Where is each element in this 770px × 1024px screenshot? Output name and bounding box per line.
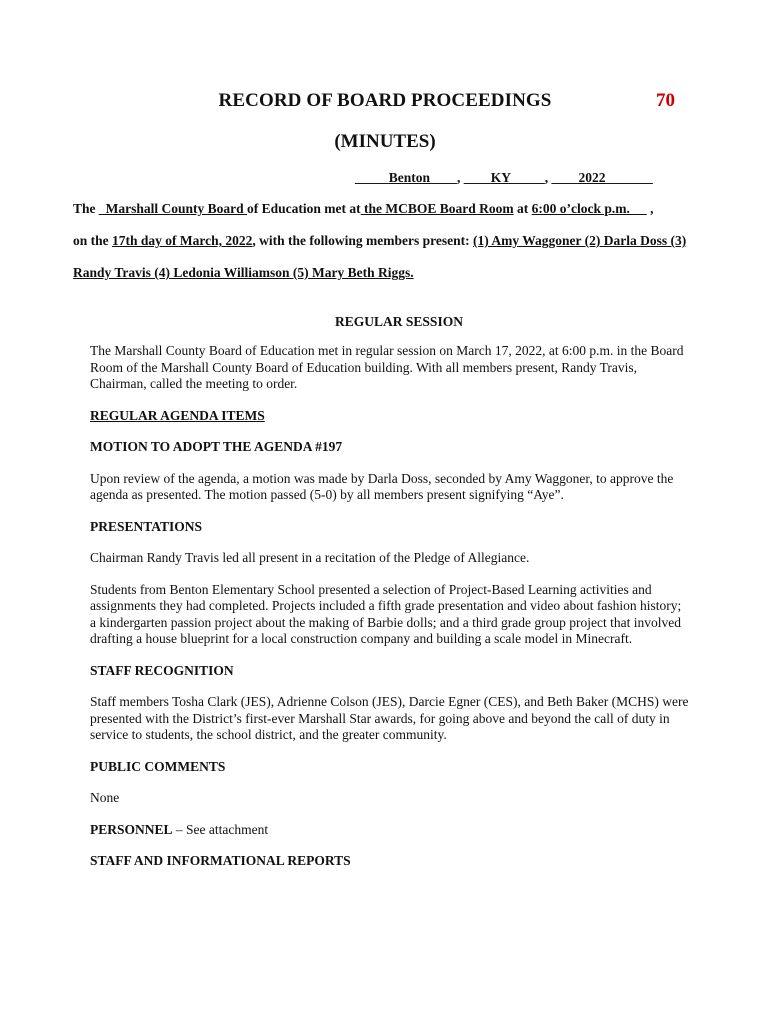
motion-heading: MOTION TO ADOPT THE AGENDA #197 bbox=[90, 439, 343, 454]
city-field: Benton bbox=[388, 170, 431, 185]
document-title: RECORD OF BOARD PROCEEDINGS bbox=[218, 90, 552, 111]
session-heading: REGULAR SESSION bbox=[335, 314, 463, 329]
public-comments-paragraph: None bbox=[90, 790, 120, 805]
blank-sep-2: _____, ____ bbox=[511, 170, 579, 185]
year-field: 2022 bbox=[578, 170, 606, 185]
meeting-line-2 bbox=[73, 233, 686, 249]
blank-tail: _______ bbox=[605, 170, 653, 185]
line2-prefix: on the bbox=[73, 233, 113, 248]
members-field-2: Randy Travis (4) Ledonia Williamson (5) Mary Beth Riggs. bbox=[73, 265, 414, 280]
motion-paragraph: Upon review of the agenda, a motion was made by Darla Doss, seconded by Amy Waggoner, to approve the agenda as presented. The motion passed (5-0) by all members present signifying “Aye”. bbox=[90, 470, 674, 502]
blank-sep-1: ____, ____ bbox=[430, 170, 491, 185]
board-name-field: _Marshall County Board bbox=[98, 201, 248, 216]
time-field: 6:00 o’clock p.m. bbox=[531, 201, 647, 216]
presentations-heading: PRESENTATIONS bbox=[90, 518, 203, 534]
personnel-text: – See attachment bbox=[172, 821, 269, 837]
personnel-label: PERSONNEL bbox=[90, 821, 173, 837]
public-comments-heading: PUBLIC COMMENTS bbox=[90, 758, 226, 774]
date-field: 17th day of March, 2022 bbox=[112, 233, 253, 248]
members-field-1: (1) Amy Waggoner (2) Darla Doss (3) bbox=[473, 233, 687, 248]
staff-recognition-paragraph: Staff members Tosha Clark (JES), Adrienne Colson (JES), Darcie Egner (CES), and Beth Baker (MCHS) were presented with the District’s first-ever Marshall Star awards, for going above and beyond the call of duty in service to students, the school district, and the greater community. bbox=[90, 694, 689, 742]
line1-prefix: The bbox=[73, 201, 99, 216]
line1-end: , bbox=[646, 201, 654, 216]
agenda-heading: REGULAR AGENDA ITEMS bbox=[90, 407, 265, 423]
line2-mid: , with the following members present: bbox=[252, 233, 473, 248]
staff-recognition-heading: STAFF RECOGNITION bbox=[90, 662, 234, 678]
staff-reports-heading: STAFF AND INFORMATIONAL REPORTS bbox=[90, 853, 351, 868]
state-field: KY bbox=[490, 170, 512, 185]
presentations-paragraph-1: Chairman Randy Travis led all present in a recitation of the Pledge of Allegiance. bbox=[90, 550, 530, 565]
page-number: 70 bbox=[656, 90, 675, 111]
blank-lead: _____ bbox=[355, 170, 389, 185]
place-date-line bbox=[355, 170, 653, 186]
location-field: the MCBOE Board Room bbox=[360, 201, 514, 216]
meeting-line-1 bbox=[73, 201, 654, 217]
intro-paragraph: The Marshall County Board of Education met in regular session on March 17, 2022, at 6:00 p.m. in the Board Room of the Marshall County Board of Education building. With all members present, Randy Travis, Chairman, called the meeting to order. bbox=[90, 343, 684, 391]
personnel-line bbox=[90, 822, 690, 839]
line1-mid: of Education met at bbox=[247, 201, 361, 216]
minutes-body bbox=[90, 343, 690, 885]
meeting-line-3 bbox=[73, 265, 414, 281]
line1-at: at bbox=[513, 201, 532, 216]
document-subtitle: (MINUTES) bbox=[334, 131, 436, 152]
presentations-paragraph-2: Students from Benton Elementary School presented a selection of Project-Based Learning activities and assignments they had completed. Projects included a fifth grade presentation and video about fashion history; a kindergarten passion project about the making of Barbie dolls; and a third grade group project that involved drafting a house blueprint for a local construction company and building a scale model in Minecraft. bbox=[90, 581, 682, 646]
